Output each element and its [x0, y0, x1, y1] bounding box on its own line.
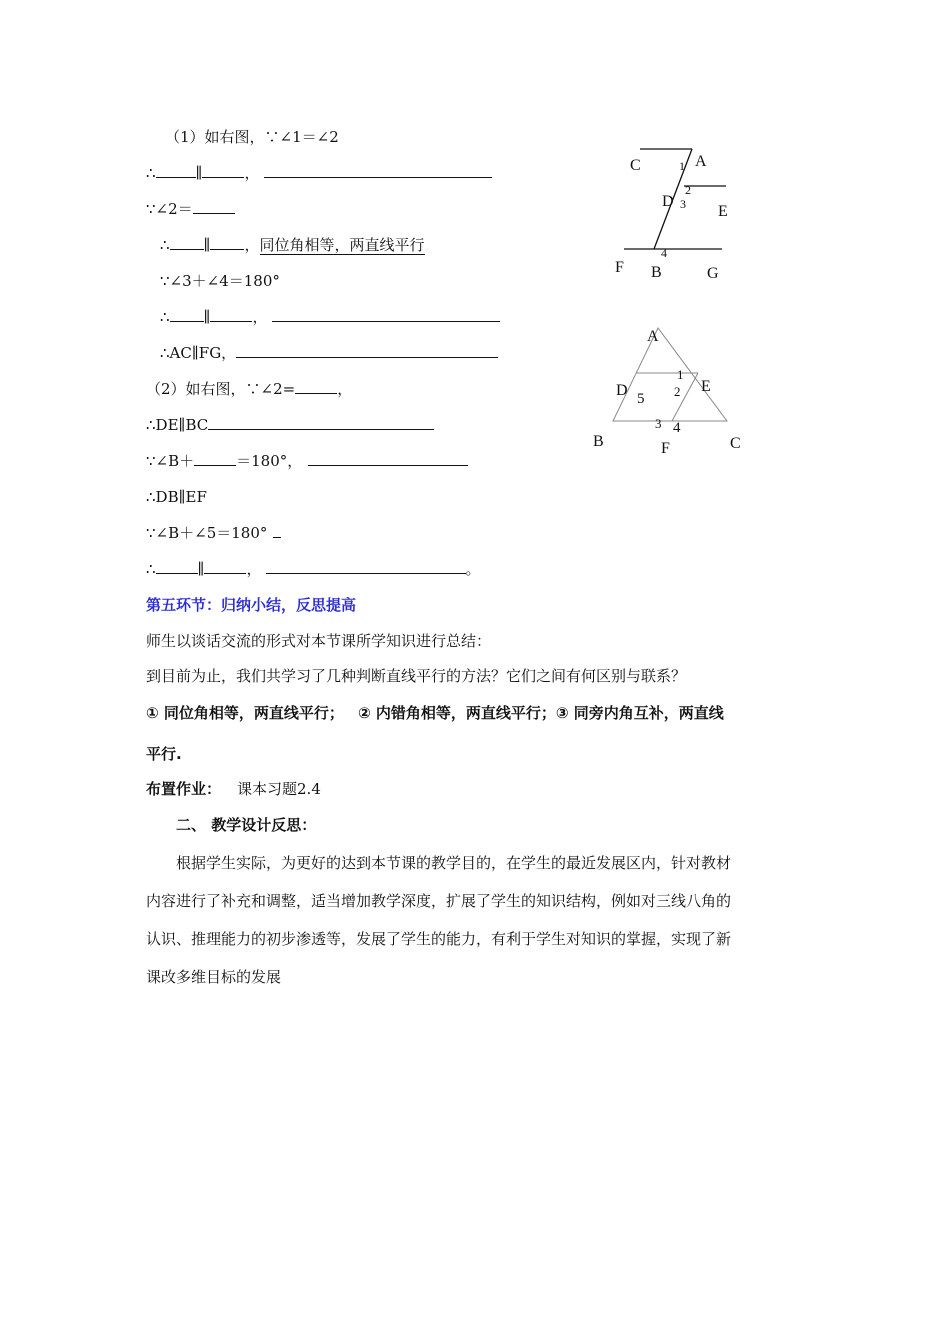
- ex1-line-5: ∴ ∥ ，: [160, 307, 500, 327]
- reflection-title: 二、 教学设计反思：: [176, 816, 317, 834]
- blank: [295, 379, 337, 394]
- blank: [170, 235, 204, 250]
- blank: [202, 163, 244, 178]
- blank: [204, 559, 246, 574]
- reflection-line-0: 根据学生实际，为更好的达到本节课的教学目的，在学生的最近发展区内，针对教材: [176, 854, 732, 872]
- blank: [156, 163, 196, 178]
- angle-3: 3: [680, 197, 686, 211]
- label-f: F: [661, 440, 670, 457]
- blank: [273, 523, 281, 538]
- angle-1: 1: [679, 159, 685, 173]
- blank: [236, 343, 498, 358]
- angle-1: 1: [677, 367, 684, 382]
- label-b: B: [593, 433, 604, 450]
- section5-methods: ① 同位角相等，两直线平行； ② 内错角相等，两直线平行；③ 同旁内角互补，两直线: [146, 704, 724, 722]
- label-c: C: [730, 435, 741, 452]
- ex2-line-5: ∴ ∥ ， 。: [146, 560, 481, 578]
- label-c: C: [630, 157, 641, 174]
- label-d: D: [662, 193, 674, 210]
- label-b: B: [651, 264, 662, 281]
- ex2-line-3: ∴DB∥EF: [146, 488, 207, 506]
- section5-p2: 到目前为止，我们共学习了几种判断直线平行的方法？它们之间有何区别与联系？: [146, 667, 687, 685]
- blank: [170, 307, 204, 322]
- label-e: E: [701, 378, 711, 395]
- blank: [194, 451, 236, 466]
- label-f: F: [615, 259, 624, 276]
- reflection-line-2: 认识、推理能力的初步渗透等，发展了学生的能力，有利于学生对知识的掌握，实现了新: [146, 930, 732, 948]
- blank: [208, 415, 434, 430]
- blank: [266, 559, 466, 574]
- blank: [210, 235, 244, 250]
- section5-methods-cont: 平行.: [146, 745, 182, 763]
- blank: [210, 307, 252, 322]
- ex2-line-1: ∴DE∥BC: [146, 415, 434, 435]
- angle-3: 3: [655, 416, 662, 431]
- angle-2: 2: [674, 384, 681, 399]
- blank: [193, 199, 235, 214]
- label-g: G: [707, 265, 719, 282]
- ex1-line-6: ∴AC∥FG，: [160, 343, 498, 363]
- blank: [156, 559, 198, 574]
- label-a: A: [647, 328, 659, 345]
- reflection-line-1: 内容进行了补充和调整，适当增加教学深度，扩展了学生的知识结构，例如对三线八角的: [146, 892, 732, 910]
- figure-1-diagram: [600, 140, 740, 285]
- label-e: E: [718, 203, 728, 220]
- reflection-line-3: 课改多维目标的发展: [146, 968, 282, 986]
- figure-2-diagram: [585, 322, 750, 462]
- ex1-line-1: ∴ ∥ ，: [146, 163, 492, 183]
- homework: 布置作业： 课本习题2.4: [146, 780, 321, 798]
- ex1-reason: 同位角相等，两直线平行: [259, 236, 425, 254]
- label-d: D: [616, 382, 628, 399]
- blank: [308, 451, 468, 466]
- ex2-line-2: ∵∠B＋ ＝180°，: [146, 451, 468, 471]
- ex1-line-4: ∵∠3＋∠4＝180°: [160, 272, 280, 290]
- ex1-line-2: ∵∠2＝: [146, 199, 235, 219]
- angle-4: 4: [661, 246, 667, 260]
- angle-5: 5: [637, 391, 645, 407]
- ex1-line-0: （1）如右图，∵∠1＝∠2: [165, 128, 339, 146]
- ex2-line-0: （2）如右图，∵∠2= ，: [146, 380, 353, 398]
- ex2-line-4: ∵∠B＋∠5＝180°: [146, 523, 281, 543]
- section5-p1: 师生以谈话交流的形式对本节课所学知识进行总结：: [146, 632, 492, 650]
- ex1-line-3: ∴ ∥ ，同位角相等，两直线平行: [160, 236, 425, 254]
- blank: [264, 163, 492, 178]
- angle-4: 4: [673, 420, 681, 436]
- blank: [272, 307, 500, 322]
- label-a: A: [695, 153, 707, 170]
- angle-2: 2: [685, 183, 691, 197]
- triangle-abc: [613, 328, 727, 421]
- section5-title: 第五环节：归纳小结，反思提高: [146, 596, 357, 614]
